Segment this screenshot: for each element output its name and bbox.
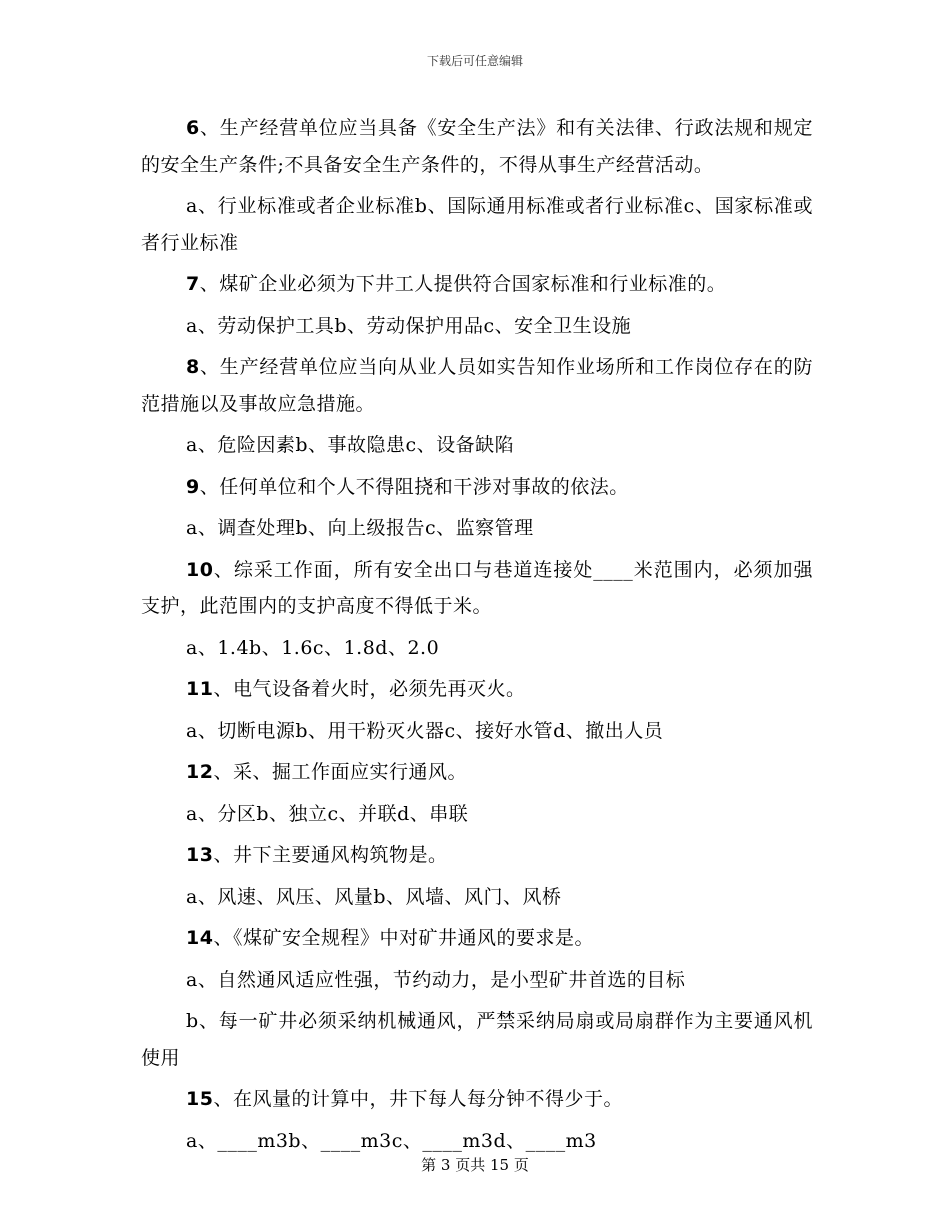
- question-text: 、《煤矿安全规程》中对矿井通风的要求是。: [213, 927, 594, 949]
- question-13: [141, 837, 813, 874]
- question-text: 、井下主要通风构筑物是。: [213, 844, 448, 866]
- question-15: [141, 1081, 813, 1118]
- options-13: [141, 879, 813, 916]
- question-7: [141, 266, 813, 303]
- question-number: 12: [186, 761, 214, 783]
- option-text: b、每一矿井必须采纳机械通风，严禁采纳局扇或局扇群作为主要通风机使用: [141, 1010, 813, 1069]
- question-number: 10: [186, 558, 214, 581]
- question-number: 11: [186, 678, 214, 700]
- option-text: a、____m3b、____m3c、____m3d、____m3: [186, 1129, 597, 1152]
- question-number: 8: [186, 356, 200, 378]
- options-15: [141, 1123, 813, 1160]
- options-14-a: [141, 962, 813, 999]
- question-text: 、电气设备着火时，必须先再灭火。: [213, 678, 526, 700]
- options-14-b: [141, 1003, 813, 1076]
- question-number: 6: [186, 117, 200, 139]
- options-7: [141, 308, 813, 345]
- option-text: a、风速、风压、风量b、风墙、风门、风桥: [186, 885, 562, 908]
- question-text: 、采、掘工作面应实行通风。: [213, 761, 467, 783]
- option-text: a、劳动保护工具b、劳动保护用品c、安全卫生设施: [186, 314, 632, 337]
- options-12: [141, 796, 813, 833]
- option-text: a、分区b、独立c、并联d、串联: [186, 802, 469, 825]
- question-text: 、煤矿企业必须为下井工人提供符合国家标准和行业标准的。: [199, 273, 727, 295]
- options-9: [141, 510, 813, 547]
- question-text: 、生产经营单位应当向从业人员如实告知作业场所和工作岗位存在的防范措施以及事故应急措施。: [141, 356, 813, 415]
- option-text: a、自然通风适应性强，节约动力，是小型矿井首选的目标: [186, 968, 686, 991]
- option-text: a、1.4b、1.6c、1.8d、2.0: [186, 636, 440, 659]
- option-text: a、危险因素b、事故隐患c、设备缺陷: [186, 434, 515, 456]
- question-9: [141, 469, 813, 506]
- question-12: [141, 754, 813, 791]
- question-10: [141, 552, 813, 625]
- question-14: [141, 920, 813, 957]
- question-6: [141, 110, 813, 183]
- page-header: 下载后可任意编辑: [426, 54, 523, 68]
- question-text: 、生产经营单位应当具备《安全生产法》和有关法律、行政法规和规定的安全生产条件;不具备安全生产条件的，不得从事生产经营活动。: [141, 117, 813, 176]
- question-number: 13: [186, 844, 214, 866]
- question-number: 9: [186, 475, 200, 498]
- question-text: 、在风量的计算中，井下每人每分钟不得少于。: [213, 1088, 623, 1110]
- option-text: a、切断电源b、用干粉灭火器c、接好水管d、撤出人员: [186, 719, 664, 742]
- options-11: [141, 713, 813, 750]
- question-11: [141, 671, 813, 708]
- page-footer: 第 3 页共 15 页: [421, 1156, 529, 1174]
- options-6: [141, 188, 813, 261]
- question-number: 7: [186, 273, 200, 295]
- question-text: 、综采工作面，所有安全出口与巷道连接处____米范围内，必须加强支护，此范围内的支护高度不得低于米。: [141, 558, 813, 617]
- question-text: 、任何单位和个人不得阻挠和干涉对事故的依法。: [199, 475, 629, 498]
- option-text: a、调查处理b、向上级报告c、监察管理: [186, 517, 534, 539]
- question-number: 14: [186, 927, 214, 949]
- document-body: [141, 110, 813, 1164]
- option-text: a、行业标准或者企业标准b、国际通用标准或者行业标准c、国家标准或者行业标准: [141, 195, 813, 254]
- options-10: [141, 630, 813, 667]
- options-8: [141, 427, 813, 464]
- question-8: [141, 349, 813, 422]
- question-number: 15: [186, 1088, 214, 1110]
